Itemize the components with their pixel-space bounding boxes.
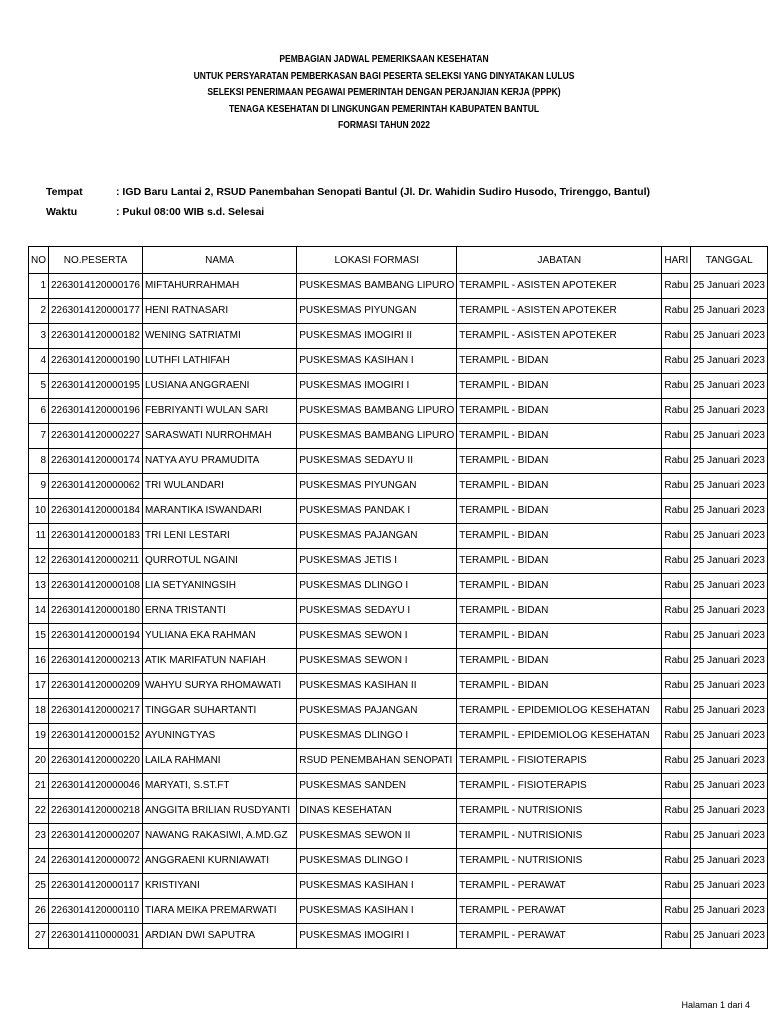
cell-hari: Rabu [662, 499, 691, 524]
cell-no: 17 [29, 674, 49, 699]
cell-no: 4 [29, 349, 49, 374]
table-row [29, 574, 768, 599]
cell-tanggal: 25 Januari 2023 [691, 699, 768, 724]
schedule-table [28, 246, 768, 949]
cell-no: 21 [29, 774, 49, 799]
table-row [29, 374, 768, 399]
cell-no: 19 [29, 724, 49, 749]
cell-no-peserta: 2263014120000220 [49, 749, 143, 774]
cell-tanggal: 25 Januari 2023 [691, 824, 768, 849]
cell-no: 1 [29, 274, 49, 299]
cell-jabatan: TERAMPIL - PERAWAT [457, 924, 662, 949]
cell-tanggal: 25 Januari 2023 [691, 574, 768, 599]
column-header-lokasi: LOKASI FORMASI [297, 247, 457, 274]
cell-lokasi: PUSKESMAS SEWON I [297, 624, 457, 649]
tempat-value: : IGD Baru Lantai 2, RSUD Panembahan Senopati Bantul (Jl. Dr. Wahidin Sudiro Husodo, Trirenggo, Bantul) [116, 186, 650, 198]
cell-tanggal: 25 Januari 2023 [691, 499, 768, 524]
cell-tanggal: 25 Januari 2023 [691, 324, 768, 349]
cell-tanggal: 25 Januari 2023 [691, 399, 768, 424]
cell-nama: LAILA RAHMANI [142, 749, 296, 774]
cell-tanggal: 25 Januari 2023 [691, 374, 768, 399]
cell-hari: Rabu [662, 899, 691, 924]
table-row [29, 274, 768, 299]
cell-tanggal: 25 Januari 2023 [691, 774, 768, 799]
cell-no-peserta: 2263014120000108 [49, 574, 143, 599]
cell-lokasi: PUSKESMAS PAJANGAN [297, 699, 457, 724]
cell-tanggal: 25 Januari 2023 [691, 549, 768, 574]
cell-jabatan: TERAMPIL - PERAWAT [457, 874, 662, 899]
table-row [29, 799, 768, 824]
cell-no-peserta: 2263014120000183 [49, 524, 143, 549]
cell-no-peserta: 2263014120000176 [49, 274, 143, 299]
cell-nama: YULIANA EKA RAHMAN [142, 624, 296, 649]
cell-hari: Rabu [662, 549, 691, 574]
cell-no: 27 [29, 924, 49, 949]
cell-lokasi: PUSKESMAS PAJANGAN [297, 524, 457, 549]
cell-nama: HENI RATNASARI [142, 299, 296, 324]
cell-jabatan: TERAMPIL - BIDAN [457, 624, 662, 649]
cell-jabatan: TERAMPIL - ASISTEN APOTEKER [457, 299, 662, 324]
cell-nama: NAWANG RAKASIWI, A.MD.GZ [142, 824, 296, 849]
table-body [29, 274, 768, 949]
cell-tanggal: 25 Januari 2023 [691, 674, 768, 699]
cell-hari: Rabu [662, 699, 691, 724]
cell-jabatan: TERAMPIL - BIDAN [457, 499, 662, 524]
cell-hari: Rabu [662, 449, 691, 474]
tempat-label: Tempat [46, 186, 83, 198]
cell-no: 20 [29, 749, 49, 774]
cell-lokasi: PUSKESMAS SEDAYU I [297, 599, 457, 624]
cell-tanggal: 25 Januari 2023 [691, 474, 768, 499]
cell-no: 5 [29, 374, 49, 399]
cell-hari: Rabu [662, 474, 691, 499]
table-row [29, 774, 768, 799]
cell-nama: TRI WULANDARI [142, 474, 296, 499]
cell-nama: MARYATI, S.ST.FT [142, 774, 296, 799]
cell-lokasi: PUSKESMAS BAMBANG LIPURO [297, 274, 457, 299]
cell-tanggal: 25 Januari 2023 [691, 849, 768, 874]
table-row [29, 624, 768, 649]
cell-nama: WAHYU SURYA RHOMAWATI [142, 674, 296, 699]
cell-lokasi: PUSKESMAS PANDAK I [297, 499, 457, 524]
cell-jabatan: TERAMPIL - BIDAN [457, 649, 662, 674]
cell-nama: MARANTIKA ISWANDARI [142, 499, 296, 524]
cell-nama: SARASWATI NURROHMAH [142, 424, 296, 449]
cell-no: 14 [29, 599, 49, 624]
cell-lokasi: PUSKESMAS KASIHAN II [297, 674, 457, 699]
cell-no-peserta: 2263014120000217 [49, 699, 143, 724]
table-row [29, 849, 768, 874]
cell-nama: MIFTAHURRAHMAH [142, 274, 296, 299]
cell-jabatan: TERAMPIL - ASISTEN APOTEKER [457, 274, 662, 299]
cell-jabatan: TERAMPIL - BIDAN [457, 349, 662, 374]
waktu-row [46, 202, 650, 222]
cell-no-peserta: 2263014120000110 [49, 899, 143, 924]
cell-no-peserta: 2263014120000213 [49, 649, 143, 674]
table-row [29, 599, 768, 624]
cell-lokasi: PUSKESMAS SEDAYU II [297, 449, 457, 474]
cell-nama: LIA SETYANINGSIH [142, 574, 296, 599]
cell-no-peserta: 2263014120000177 [49, 299, 143, 324]
cell-hari: Rabu [662, 324, 691, 349]
cell-no-peserta: 2263014120000190 [49, 349, 143, 374]
cell-hari: Rabu [662, 774, 691, 799]
cell-lokasi: PUSKESMAS SEWON II [297, 824, 457, 849]
cell-jabatan: TERAMPIL - BIDAN [457, 674, 662, 699]
cell-tanggal: 25 Januari 2023 [691, 599, 768, 624]
column-header-no-peserta: NO.PESERTA [49, 247, 143, 274]
cell-nama: LUSIANA ANGGRAENI [142, 374, 296, 399]
cell-hari: Rabu [662, 649, 691, 674]
cell-jabatan: TERAMPIL - EPIDEMIOLOG KESEHATAN [457, 724, 662, 749]
cell-jabatan: TERAMPIL - BIDAN [457, 524, 662, 549]
cell-hari: Rabu [662, 299, 691, 324]
cell-hari: Rabu [662, 674, 691, 699]
table-row [29, 724, 768, 749]
cell-nama: QURROTUL NGAINI [142, 549, 296, 574]
cell-hari: Rabu [662, 749, 691, 774]
cell-tanggal: 25 Januari 2023 [691, 899, 768, 924]
cell-hari: Rabu [662, 424, 691, 449]
table-header-row [29, 247, 768, 274]
cell-tanggal: 25 Januari 2023 [691, 799, 768, 824]
cell-no-peserta: 2263014120000174 [49, 449, 143, 474]
cell-hari: Rabu [662, 624, 691, 649]
cell-jabatan: TERAMPIL - NUTRISIONIS [457, 824, 662, 849]
cell-tanggal: 25 Januari 2023 [691, 349, 768, 374]
waktu-label: Waktu [46, 206, 78, 218]
document-header [58, 52, 711, 135]
cell-lokasi: PUSKESMAS DLINGO I [297, 574, 457, 599]
cell-no-peserta: 2263014120000182 [49, 324, 143, 349]
column-header-tanggal: TANGGAL [691, 247, 768, 274]
table-row [29, 824, 768, 849]
cell-jabatan: TERAMPIL - EPIDEMIOLOG KESEHATAN [457, 699, 662, 724]
table-row [29, 324, 768, 349]
location-info [46, 182, 650, 222]
cell-tanggal: 25 Januari 2023 [691, 724, 768, 749]
cell-lokasi: PUSKESMAS IMOGIRI I [297, 374, 457, 399]
cell-hari: Rabu [662, 274, 691, 299]
cell-lokasi: PUSKESMAS IMOGIRI II [297, 324, 457, 349]
header-line-1: PEMBAGIAN JADWAL PEMERIKSAAN KESEHATAN [279, 54, 489, 65]
table-row [29, 424, 768, 449]
cell-no: 26 [29, 899, 49, 924]
cell-nama: FEBRIYANTI WULAN SARI [142, 399, 296, 424]
cell-no: 22 [29, 799, 49, 824]
cell-nama: NATYA AYU PRAMUDITA [142, 449, 296, 474]
cell-tanggal: 25 Januari 2023 [691, 274, 768, 299]
cell-jabatan: TERAMPIL - ASISTEN APOTEKER [457, 324, 662, 349]
cell-no-peserta: 2263014120000184 [49, 499, 143, 524]
cell-jabatan: TERAMPIL - PERAWAT [457, 899, 662, 924]
cell-hari: Rabu [662, 799, 691, 824]
cell-no: 25 [29, 874, 49, 899]
cell-no: 7 [29, 424, 49, 449]
waktu-value: : Pukul 08:00 WIB s.d. Selesai [116, 206, 265, 218]
cell-lokasi: PUSKESMAS SEWON I [297, 649, 457, 674]
column-header-no: NO [29, 247, 49, 274]
cell-nama: TINGGAR SUHARTANTI [142, 699, 296, 724]
table-row [29, 349, 768, 374]
cell-jabatan: TERAMPIL - BIDAN [457, 574, 662, 599]
cell-jabatan: TERAMPIL - NUTRISIONIS [457, 849, 662, 874]
cell-lokasi: DINAS KESEHATAN [297, 799, 457, 824]
cell-hari: Rabu [662, 599, 691, 624]
table-row [29, 524, 768, 549]
cell-no-peserta: 2263014120000209 [49, 674, 143, 699]
cell-nama: TRI LENI LESTARI [142, 524, 296, 549]
cell-no: 6 [29, 399, 49, 424]
cell-lokasi: PUSKESMAS DLINGO I [297, 849, 457, 874]
cell-lokasi: PUSKESMAS KASIHAN I [297, 899, 457, 924]
table-row [29, 649, 768, 674]
cell-hari: Rabu [662, 524, 691, 549]
cell-jabatan: TERAMPIL - FISIOTERAPIS [457, 749, 662, 774]
cell-hari: Rabu [662, 724, 691, 749]
cell-hari: Rabu [662, 374, 691, 399]
column-header-jabatan: JABATAN [457, 247, 662, 274]
cell-no: 10 [29, 499, 49, 524]
header-line-5: FORMASI TAHUN 2022 [338, 120, 430, 131]
table-row [29, 924, 768, 949]
cell-tanggal: 25 Januari 2023 [691, 874, 768, 899]
cell-lokasi: PUSKESMAS SANDEN [297, 774, 457, 799]
table-row [29, 874, 768, 899]
cell-tanggal: 25 Januari 2023 [691, 649, 768, 674]
cell-no: 15 [29, 624, 49, 649]
cell-no: 18 [29, 699, 49, 724]
cell-hari: Rabu [662, 874, 691, 899]
cell-hari: Rabu [662, 399, 691, 424]
cell-no: 11 [29, 524, 49, 549]
cell-no: 9 [29, 474, 49, 499]
cell-tanggal: 25 Januari 2023 [691, 424, 768, 449]
cell-lokasi: PUSKESMAS KASIHAN I [297, 349, 457, 374]
cell-hari: Rabu [662, 349, 691, 374]
table-row [29, 299, 768, 324]
cell-lokasi: PUSKESMAS KASIHAN I [297, 874, 457, 899]
cell-jabatan: TERAMPIL - BIDAN [457, 599, 662, 624]
cell-no: 16 [29, 649, 49, 674]
cell-no: 8 [29, 449, 49, 474]
cell-no-peserta: 2263014120000218 [49, 799, 143, 824]
cell-nama: ERNA TRISTANTI [142, 599, 296, 624]
cell-hari: Rabu [662, 824, 691, 849]
cell-jabatan: TERAMPIL - BIDAN [457, 549, 662, 574]
table-row [29, 449, 768, 474]
cell-lokasi: PUSKESMAS BAMBANG LIPURO [297, 399, 457, 424]
column-header-nama: NAMA [142, 247, 296, 274]
cell-no-peserta: 2263014120000180 [49, 599, 143, 624]
cell-lokasi: PUSKESMAS JETIS I [297, 549, 457, 574]
cell-tanggal: 25 Januari 2023 [691, 524, 768, 549]
cell-no: 23 [29, 824, 49, 849]
table-row [29, 399, 768, 424]
cell-no: 13 [29, 574, 49, 599]
cell-hari: Rabu [662, 574, 691, 599]
table-row [29, 474, 768, 499]
cell-no-peserta: 2263014120000211 [49, 549, 143, 574]
cell-jabatan: TERAMPIL - BIDAN [457, 449, 662, 474]
table-row [29, 699, 768, 724]
cell-lokasi: PUSKESMAS PIYUNGAN [297, 474, 457, 499]
cell-tanggal: 25 Januari 2023 [691, 749, 768, 774]
cell-no-peserta: 2263014120000227 [49, 424, 143, 449]
cell-jabatan: TERAMPIL - BIDAN [457, 424, 662, 449]
tempat-row [46, 182, 650, 202]
cell-no-peserta: 2263014120000152 [49, 724, 143, 749]
cell-jabatan: TERAMPIL - BIDAN [457, 399, 662, 424]
cell-no: 12 [29, 549, 49, 574]
header-line-3: SELEKSI PENERIMAAN PEGAWAI PEMERINTAH DENGAN PERJANJIAN KERJA (PPPK) [207, 87, 561, 98]
header-line-4: TENAGA KESEHATAN DI LINGKUNGAN PEMERINTAH KABUPATEN BANTUL [228, 103, 540, 115]
table-row [29, 674, 768, 699]
cell-lokasi: PUSKESMAS DLINGO I [297, 724, 457, 749]
cell-jabatan: TERAMPIL - BIDAN [457, 474, 662, 499]
cell-tanggal: 25 Januari 2023 [691, 624, 768, 649]
cell-tanggal: 25 Januari 2023 [691, 924, 768, 949]
cell-nama: AYUNINGTYAS [142, 724, 296, 749]
cell-no-peserta: 2263014120000196 [49, 399, 143, 424]
cell-no: 2 [29, 299, 49, 324]
cell-nama: ARDIAN DWI SAPUTRA [142, 924, 296, 949]
cell-nama: ATIK MARIFATUN NAFIAH [142, 649, 296, 674]
header-line-2: UNTUK PERSYARATAN PEMBERKASAN BAGI PESERTA SELEKSI YANG DINYATAKAN LULUS [193, 70, 575, 82]
cell-nama: KRISTIYANI [142, 874, 296, 899]
cell-nama: ANGGRAENI KURNIAWATI [142, 849, 296, 874]
cell-lokasi: PUSKESMAS PIYUNGAN [297, 299, 457, 324]
cell-lokasi: RSUD PENEMBAHAN SENOPATI [297, 749, 457, 774]
cell-no-peserta: 2263014120000072 [49, 849, 143, 874]
column-header-hari: HARI [662, 247, 691, 274]
cell-jabatan: TERAMPIL - FISIOTERAPIS [457, 774, 662, 799]
cell-jabatan: TERAMPIL - BIDAN [457, 374, 662, 399]
cell-no-peserta: 2263014120000046 [49, 774, 143, 799]
table-row [29, 899, 768, 924]
cell-no-peserta: 2263014120000207 [49, 824, 143, 849]
cell-nama: ANGGITA BRILIAN RUSDYANTI [142, 799, 296, 824]
cell-no: 3 [29, 324, 49, 349]
cell-no-peserta: 2263014110000031 [49, 924, 143, 949]
cell-tanggal: 25 Januari 2023 [691, 449, 768, 474]
cell-no-peserta: 2263014120000195 [49, 374, 143, 399]
cell-tanggal: 25 Januari 2023 [691, 299, 768, 324]
cell-hari: Rabu [662, 849, 691, 874]
cell-lokasi: PUSKESMAS IMOGIRI I [297, 924, 457, 949]
table-row [29, 499, 768, 524]
cell-nama: TIARA MEIKA PREMARWATI [142, 899, 296, 924]
cell-no-peserta: 2263014120000062 [49, 474, 143, 499]
cell-nama: WENING SATRIATMI [142, 324, 296, 349]
cell-no: 24 [29, 849, 49, 874]
cell-nama: LUTHFI LATHIFAH [142, 349, 296, 374]
page-number: Halaman 1 dari 4 [681, 1000, 750, 1010]
cell-hari: Rabu [662, 924, 691, 949]
cell-lokasi: PUSKESMAS BAMBANG LIPURO [297, 424, 457, 449]
cell-no-peserta: 2263014120000117 [49, 874, 143, 899]
table-row [29, 549, 768, 574]
cell-no-peserta: 2263014120000194 [49, 624, 143, 649]
cell-jabatan: TERAMPIL - NUTRISIONIS [457, 799, 662, 824]
table-row [29, 749, 768, 774]
